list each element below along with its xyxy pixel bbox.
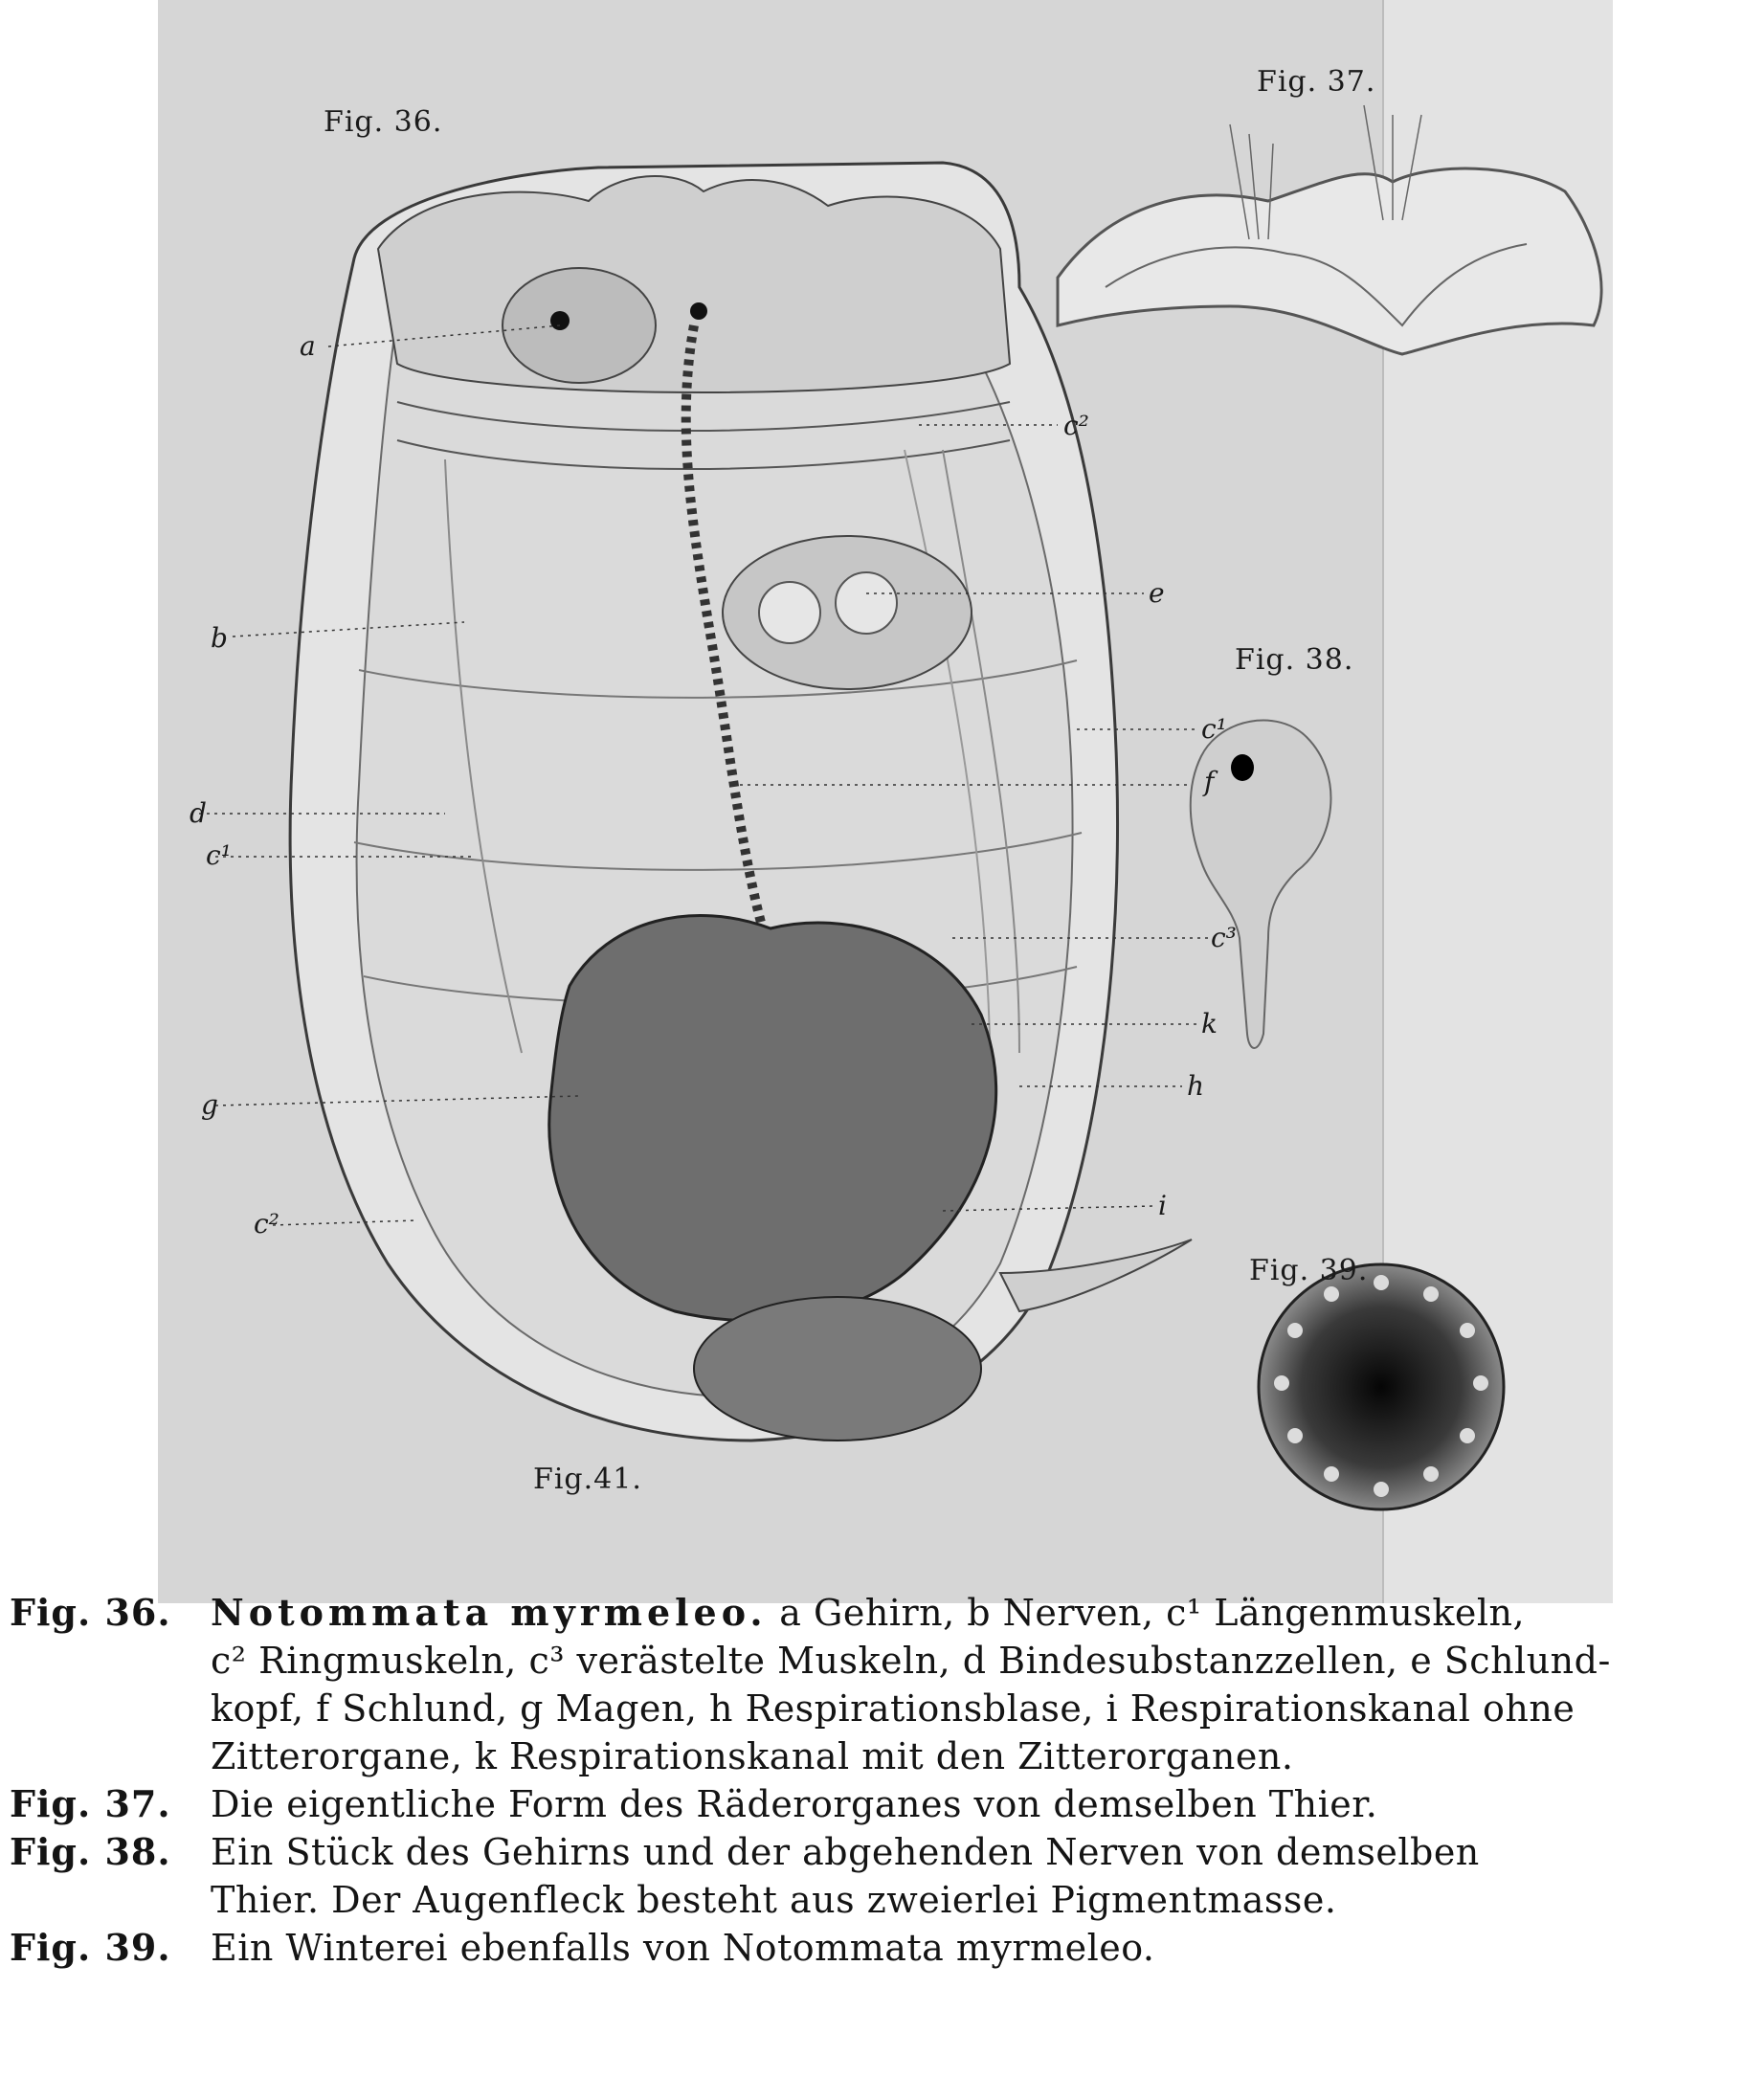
caption-text	[211, 1780, 1723, 1828]
caption-line: Ein Stück des Gehirns und der abgehenden Nerven von demselben	[211, 1831, 1480, 1873]
caption-fig39	[10, 1924, 1723, 1972]
caption-line: Ein Winterei ebenfalls von Notommata myrmeleo.	[211, 1927, 1155, 1969]
letter-b: b	[211, 622, 228, 654]
caption-line: kopf, f Schlund, g Magen, h Respirationsblase, i Respirationskanal ohne	[211, 1687, 1575, 1730]
fig36-animal-drawing	[199, 163, 1208, 1441]
fig39-winter-egg-drawing	[1259, 1264, 1504, 1509]
letter-k: k	[1201, 1008, 1218, 1039]
caption-text	[211, 1828, 1723, 1924]
figure-captions	[10, 1589, 1723, 1972]
letter-c1-right: c¹	[1201, 713, 1227, 745]
letter-c3: c³	[1211, 922, 1237, 953]
caption-line: a Gehirn, b Nerven, c¹ Längenmuskeln,	[779, 1592, 1526, 1634]
letter-e: e	[1149, 577, 1165, 609]
letter-f: f	[1204, 766, 1215, 797]
fig38-label: Fig. 38.	[1235, 643, 1354, 677]
caption-fig-number: Fig. 36.	[10, 1591, 171, 1634]
caption-fig36	[10, 1589, 1723, 1780]
fig37-label: Fig. 37.	[1257, 65, 1376, 99]
letter-a: a	[300, 330, 316, 362]
letter-c1-left: c¹	[206, 839, 232, 871]
caption-text	[211, 1589, 1723, 1780]
caption-line: Zitterorgane, k Respirationskanal mit den Zitterorganen.	[211, 1735, 1294, 1777]
caption-species: Notommata myrmeleo.	[211, 1591, 768, 1634]
fig41-label: Fig.41.	[533, 1463, 642, 1496]
letter-c2-top: c²	[1063, 410, 1089, 441]
caption-fig-number: Fig. 39.	[10, 1926, 171, 1969]
caption-fig38	[10, 1828, 1723, 1924]
letter-d: d	[190, 797, 207, 829]
caption-fig-number: Fig. 37.	[10, 1782, 171, 1825]
fig36-label: Fig. 36.	[324, 105, 443, 139]
caption-line: Die eigentliche Form des Räderorganes von demselben Thier.	[211, 1783, 1378, 1825]
caption-line: Thier. Der Augenfleck besteht aus zweierlei Pigmentmasse.	[211, 1879, 1337, 1921]
caption-line: c² Ringmuskeln, c³ verästelte Muskeln, d Bindesubstanzzellen, e Schlund-	[211, 1640, 1611, 1682]
plate-illustration	[158, 0, 1613, 1603]
fig39-label: Fig. 39.	[1249, 1254, 1369, 1287]
caption-fig37	[10, 1780, 1723, 1828]
letter-i: i	[1158, 1190, 1167, 1221]
plate-drawing	[158, 0, 1613, 1603]
letter-g: g	[201, 1089, 218, 1121]
caption-fig-number: Fig. 38.	[10, 1830, 171, 1873]
letter-h: h	[1187, 1070, 1205, 1102]
caption-text	[211, 1924, 1723, 1972]
letter-c2-bottom: c²	[254, 1208, 279, 1240]
